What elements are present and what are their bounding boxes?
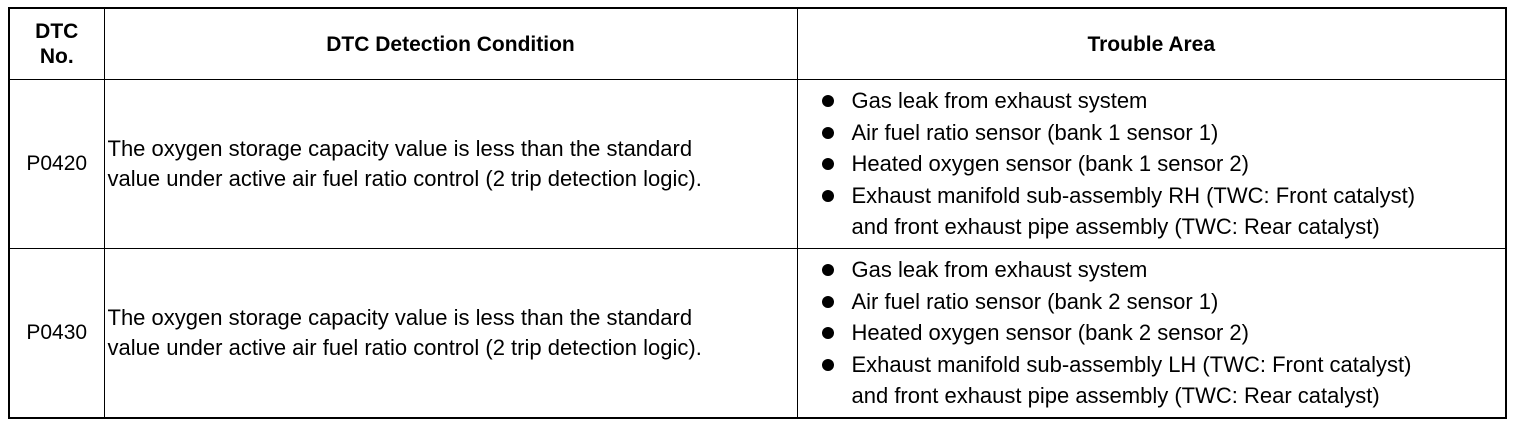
condition-line: The oxygen storage capacity value is less than the standard	[107, 305, 693, 330]
header-detection-condition: DTC Detection Condition	[104, 8, 797, 80]
condition-line: The oxygen storage capacity value is less than the standard	[107, 136, 693, 161]
detection-condition	[104, 249, 797, 419]
header-dtc-no-line2: No.	[39, 45, 74, 68]
dtc-code: P0420	[9, 80, 104, 249]
bullet-icon	[822, 264, 834, 276]
trouble-area-text: Exhaust manifold sub-assembly LH (TWC: Front catalyst)	[851, 351, 1412, 377]
list-item	[820, 254, 1506, 286]
bullet-icon	[822, 127, 834, 139]
condition-line: value under active air fuel ratio control (2 trip detection logic).	[107, 335, 702, 360]
trouble-area	[797, 249, 1506, 419]
trouble-area-text: Exhaust manifold sub-assembly RH (TWC: Front catalyst)	[851, 182, 1416, 208]
condition-line: value under active air fuel ratio control (2 trip detection logic).	[107, 166, 702, 191]
table-row	[9, 80, 1506, 249]
list-item	[820, 148, 1506, 180]
table-row	[9, 249, 1506, 419]
bullet-icon	[822, 296, 834, 308]
bullet-icon	[822, 158, 834, 170]
trouble-area-list	[798, 254, 1506, 412]
dtc-table	[8, 7, 1507, 419]
header-trouble-area: Trouble Area	[797, 8, 1506, 80]
header-dtc-no	[9, 8, 104, 80]
list-item	[820, 317, 1506, 349]
trouble-area-text: Heated oxygen sensor (bank 1 sensor 2)	[851, 151, 1249, 177]
trouble-area-text-continued: and front exhaust pipe assembly (TWC: Rear catalyst)	[851, 214, 1380, 240]
header-dtc-no-line1: DTC	[35, 20, 79, 43]
list-item	[820, 85, 1506, 117]
trouble-area-list	[798, 85, 1506, 243]
list-item	[820, 117, 1506, 149]
bullet-icon	[822, 95, 834, 107]
trouble-area-text: Gas leak from exhaust system	[851, 257, 1148, 283]
trouble-area-text: Air fuel ratio sensor (bank 1 sensor 1)	[851, 119, 1219, 145]
trouble-area-text: Heated oxygen sensor (bank 2 sensor 2)	[851, 320, 1249, 346]
bullet-icon	[822, 359, 834, 371]
list-item	[820, 180, 1506, 243]
dtc-code: P0430	[9, 249, 104, 419]
list-item	[820, 349, 1506, 412]
trouble-area-text: Air fuel ratio sensor (bank 2 sensor 1)	[851, 288, 1219, 314]
trouble-area	[797, 80, 1506, 249]
trouble-area-text-continued: and front exhaust pipe assembly (TWC: Rear catalyst)	[851, 383, 1380, 409]
table-header	[9, 8, 1506, 80]
bullet-icon	[822, 190, 834, 202]
list-item	[820, 286, 1506, 318]
trouble-area-text: Gas leak from exhaust system	[851, 88, 1148, 114]
bullet-icon	[822, 327, 834, 339]
detection-condition	[104, 80, 797, 249]
header-row	[9, 8, 1506, 80]
